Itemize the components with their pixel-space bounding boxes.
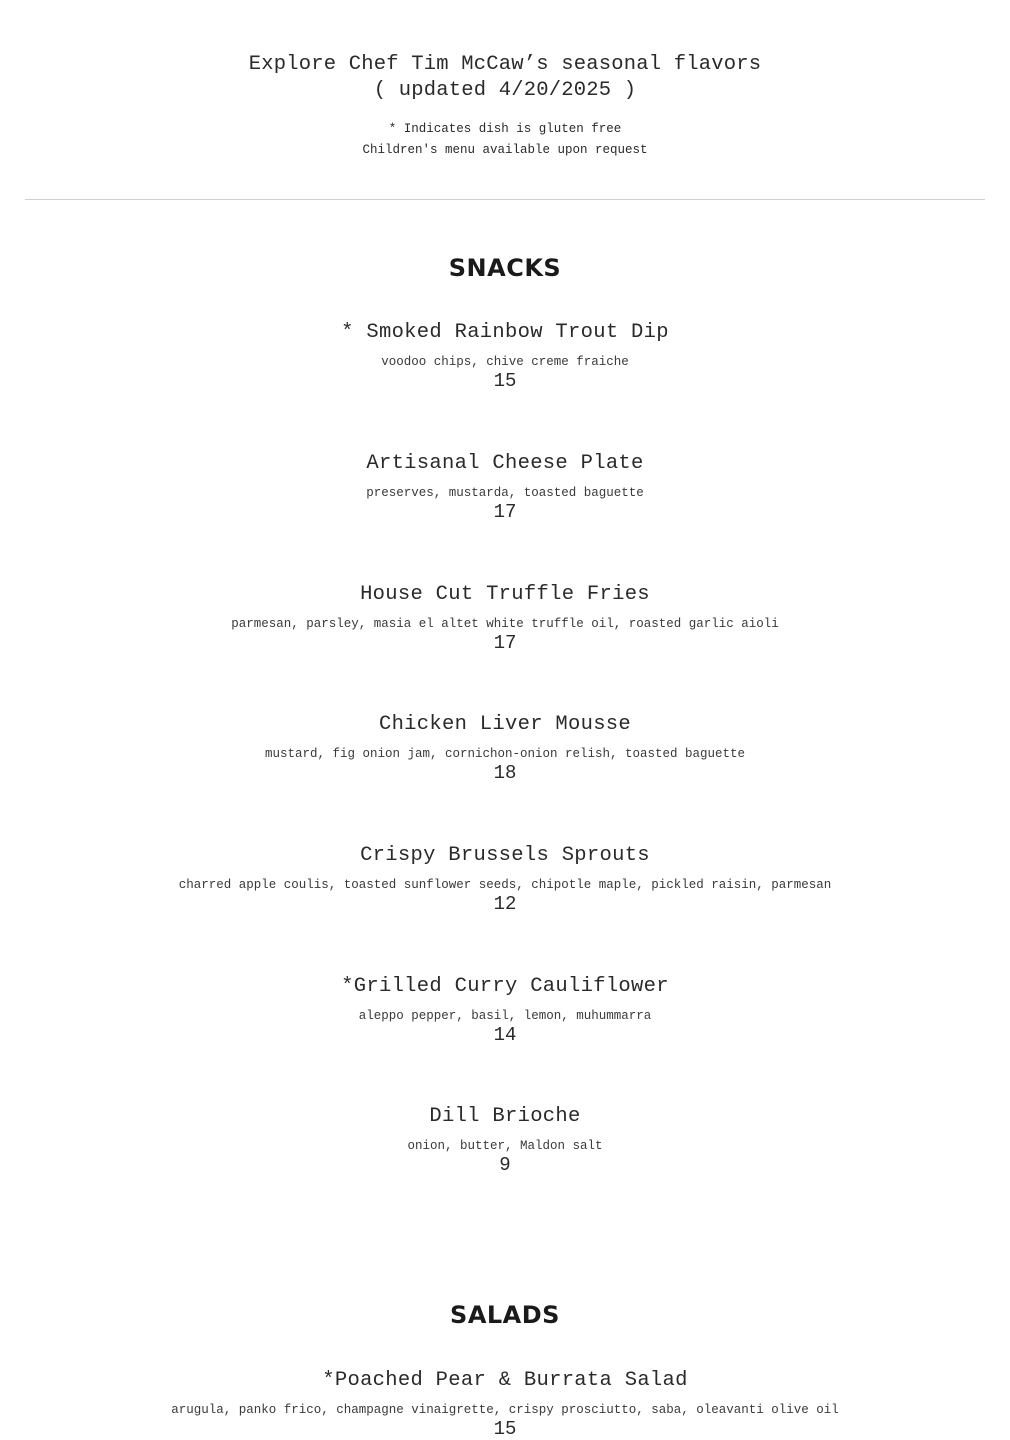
menu-item-price: 17 [493, 632, 517, 654]
menu-item-price: 15 [493, 1418, 517, 1440]
menu-item-name: Dill Brioche [429, 1105, 581, 1128]
menu-item [0, 451, 1010, 523]
menu-item-price: 17 [493, 501, 517, 523]
section-heading-snacks: SNACKS [448, 254, 562, 282]
gluten-free-note: * Indicates dish is gluten free [388, 122, 622, 136]
menu-item-name: *Poached Pear & Burrata Salad [322, 1369, 688, 1392]
intro-updated-date: ( updated 4/20/2025 ) [373, 79, 637, 102]
childrens-menu-note: Children's menu available upon request [362, 143, 648, 157]
menu-item [0, 712, 1010, 784]
menu-item-name: Chicken Liver Mousse [378, 713, 632, 736]
header-divider [25, 199, 985, 200]
menu-item-description: parmesan, parsley, masia el altet white truffle oil, roasted garlic aioli [231, 617, 779, 631]
menu-item [0, 1104, 1010, 1176]
menu-item-name: *Grilled Curry Cauliflower [341, 975, 669, 998]
menu-intro [0, 52, 1010, 161]
menu-item [0, 320, 1010, 392]
menu-item [0, 1368, 1010, 1440]
menu-item-price: 15 [493, 370, 517, 392]
menu-item-price: 9 [499, 1154, 511, 1176]
intro-title-line: Explore Chef Tim McCaw’s seasonal flavors [248, 53, 762, 76]
menu-item-price: 14 [493, 1024, 517, 1046]
intro-notes [0, 119, 1010, 161]
intro-title [0, 52, 1010, 104]
section-heading-salads: SALADS [450, 1301, 560, 1329]
menu-item-price: 12 [493, 893, 517, 915]
menu-item-description: aleppo pepper, basil, lemon, muhummarra [358, 1009, 652, 1023]
menu-item-price: 18 [493, 762, 517, 784]
menu-item-description: arugula, panko frico, champagne vinaigrette, crispy prosciutto, saba, oleavanti olive oil [171, 1403, 839, 1417]
menu-item-description: charred apple coulis, toasted sunflower seeds, chipotle maple, pickled raisin, parmesan [178, 878, 832, 892]
menu-item-description: preserves, mustarda, toasted baguette [366, 486, 644, 500]
menu-item-name: Artisanal Cheese Plate [366, 452, 644, 475]
menu-item [0, 974, 1010, 1046]
menu-item [0, 843, 1010, 915]
menu-item-name: House Cut Truffle Fries [360, 583, 650, 606]
menu-item-description: onion, butter, Maldon salt [407, 1139, 603, 1153]
menu-item-description: mustard, fig onion jam, cornichon-onion relish, toasted baguette [264, 747, 746, 761]
menu-item-description: voodoo chips, chive creme fraiche [381, 355, 629, 369]
menu-item-name: * Smoked Rainbow Trout Dip [341, 321, 669, 344]
menu-item-name: Crispy Brussels Sprouts [360, 844, 650, 867]
menu-item [0, 582, 1010, 654]
